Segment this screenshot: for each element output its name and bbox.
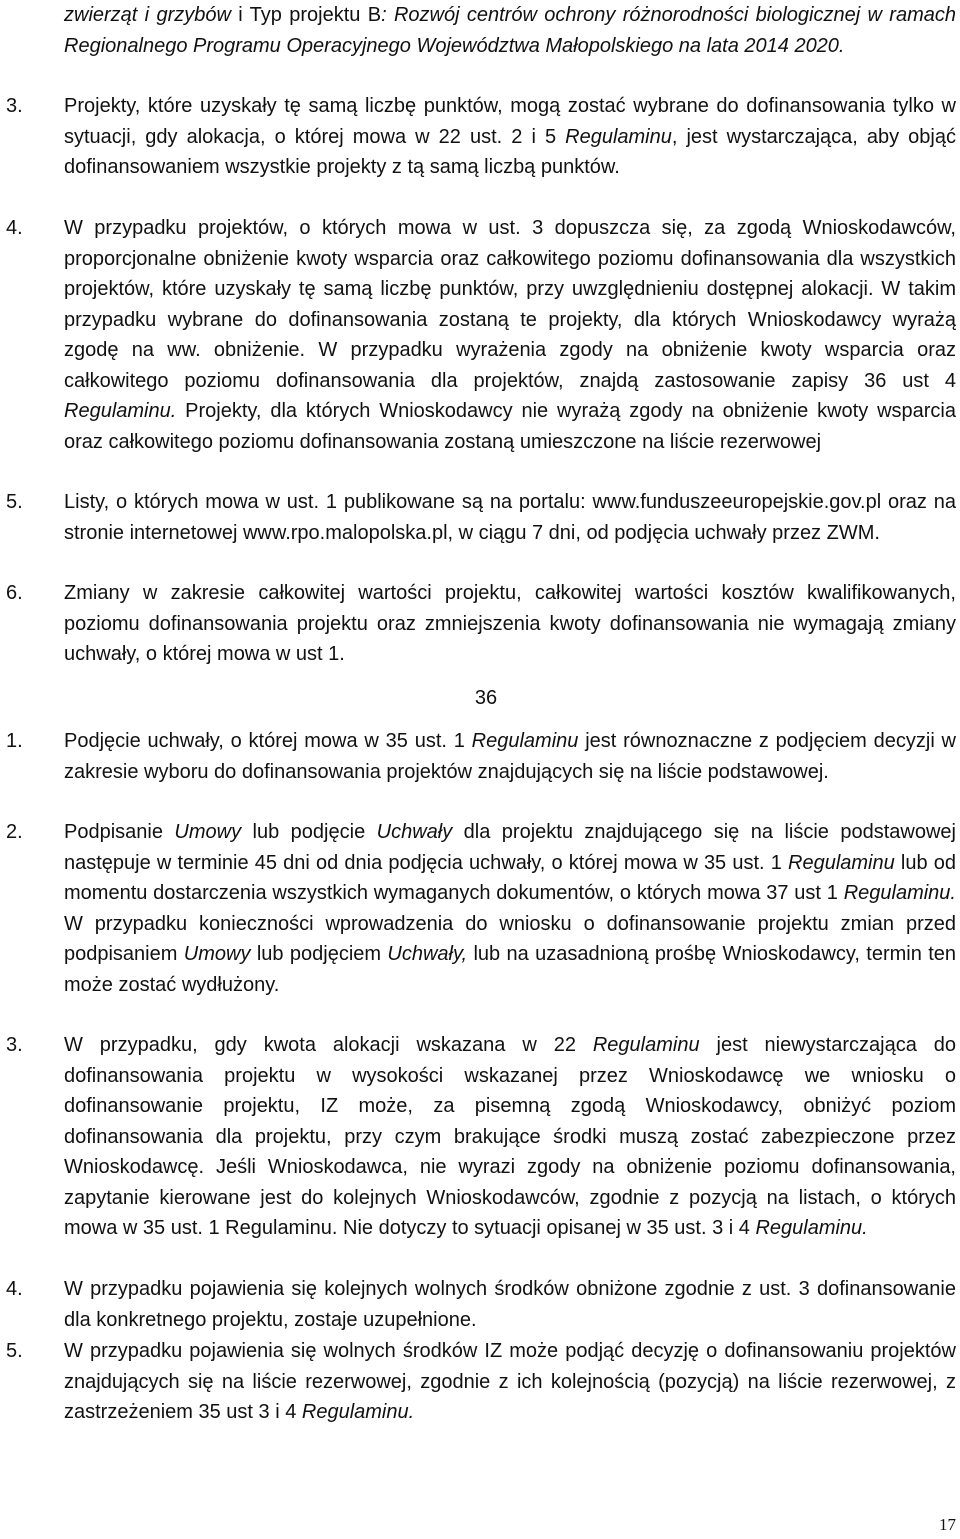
section-heading-36: 36 [474,687,498,709]
item-text: Projekty, które uzyskały tę samą liczbę punktów, mogą zostać wybrane do dofinansowania tylko w sytuacji, gdy alokacja, o której mowa w 22 ust. 2 i 5 Regulaminu, jest wystarczająca, aby objąć dofinansowaniem wszystkie projekty z tą samą liczbą punktów. [64,95,956,178]
item-number: 3. [6,95,23,117]
item-number: 5. [6,491,23,513]
item-text: W przypadku, gdy kwota alokacji wskazana w 22 Regulaminu jest niewystarczająca do dofinansowania projektu w wysokości wskazanej przez Wnioskodawcę we wniosku o dofinansowanie projektu, IZ może, za pisemną zgodą Wnioskodawcy, obniżyć poziom dofinansowania dla projektu, przy czym brakujące środki muszą zostać zabezpieczone przez Wnioskodawcę. Jeśli Wnioskodawca, nie wyrazi zgody na obniżenie poziomu dofinansowania, zapytanie kierowane jest do kolejnych Wnioskodawców, zgodnie z pozycją na listach, o których mowa w 35 ust. 1 Regulaminu. Nie dotyczy to sytuacji opisanej w 35 ust. 3 i 4 Regulaminu. [64,1034,956,1239]
item-number: 2. [6,821,23,843]
page-number: 17 [939,1515,956,1534]
item-text: W przypadku pojawienia się kolejnych wolnych środków obniżone zgodnie z ust. 3 dofinansowanie dla konkretnego projektu, zostaje uzupełnione. [64,1278,956,1331]
item-number: 4. [6,1278,23,1300]
item-number: 1. [6,730,23,752]
intro-text-2: i Typ projektu B [230,4,382,26]
item-number: 3. [6,1034,23,1056]
item-number: 6. [6,582,23,604]
intro-paragraph [64,0,956,61]
item-text: W przypadku pojawienia się wolnych środków IZ może podjąć decyzję o dofinansowaniu projektów znajdujących się na liście rezerwowej, zgodnie z ich kolejnością (pozycją) na liście rezerwowej, z zastrzeżeniem 35 ust 3 i 4 Regulaminu. [64,1340,956,1423]
intro-text-1: zwierząt i grzybów [64,4,231,26]
item-text: Listy, o których mowa w ust. 1 publikowane są na portalu: www.funduszeeuropejskie.gov.pl oraz na stronie internetowej www.rpo.malopolska.pl, w ciągu 7 dni, od podjęcia uchwały przez ZWM. [64,491,956,544]
item-number: 5. [6,1340,23,1362]
intro-text-3: : Rozwój centrów ochrony różnorodności biologicznej w ramach Regionalnego Programu Operacyjnego Województwa Małopolskiego na lata 2014 2020. [64,4,956,57]
item-number: 4. [6,217,23,239]
item-text: W przypadku projektów, o których mowa w ust. 3 dopuszcza się, za zgodą Wnioskodawców, proporcjonalne obniżenie kwoty wsparcia oraz całkowitego poziomu dofinansowania dla wszystkich projektów, które uzyskały tę samą liczbę punktów, przy uwzględnieniu dostępnej alokacji. W takim przypadku wybrane do dofinansowania zostaną te projekty, dla których Wnioskodawcy wyrażą zgodę na ww. obniżenie. W przypadku wyrażenia zgody na obniżenie kwoty wsparcia oraz całkowitego poziomu dofinansowania dla projektów, znajdą zastosowanie zapisy 36 ust 4 Regulaminu. Projekty, dla których Wnioskodawcy nie wyrażą zgody na obniżenie kwoty wsparcia oraz całkowitego poziomu dofinansowania zostaną umieszczone na liście rezerwowej [64,217,956,453]
item-text: Zmiany w zakresie całkowitej wartości projektu, całkowitej wartości kosztów kwalifikowanych, poziomu dofinansowania projektu oraz zmniejszenia kwoty dofinansowania nie wymagają zmiany uchwały, o której mowa w ust 1. [64,582,956,665]
item-text: Podjęcie uchwały, o której mowa w 35 ust. 1 Regulaminu jest równoznaczne z podjęciem decyzji w zakresie wyboru do dofinansowania projektów znajdujących się na liście podstawowej. [64,730,957,783]
item-text: Podpisanie Umowy lub podjęcie Uchwały dla projektu znajdującego się na liście podstawowej następuje w terminie 45 dni od dnia podjęcia uchwały, o której mowa w 35 ust. 1 Regulaminu lub od momentu dostarczenia wszystkich wymaganych dokumentów, o których mowa 37 ust 1 Regulaminu. W przypadku konieczności wprowadzenia do wniosku o dofinansowanie projektu zmian przed podpisaniem Umowy lub podjęciem Uchwały, lub na uzasadnioną prośbę Wnioskodawcy, termin ten może zostać wydłużony. [64,821,956,996]
